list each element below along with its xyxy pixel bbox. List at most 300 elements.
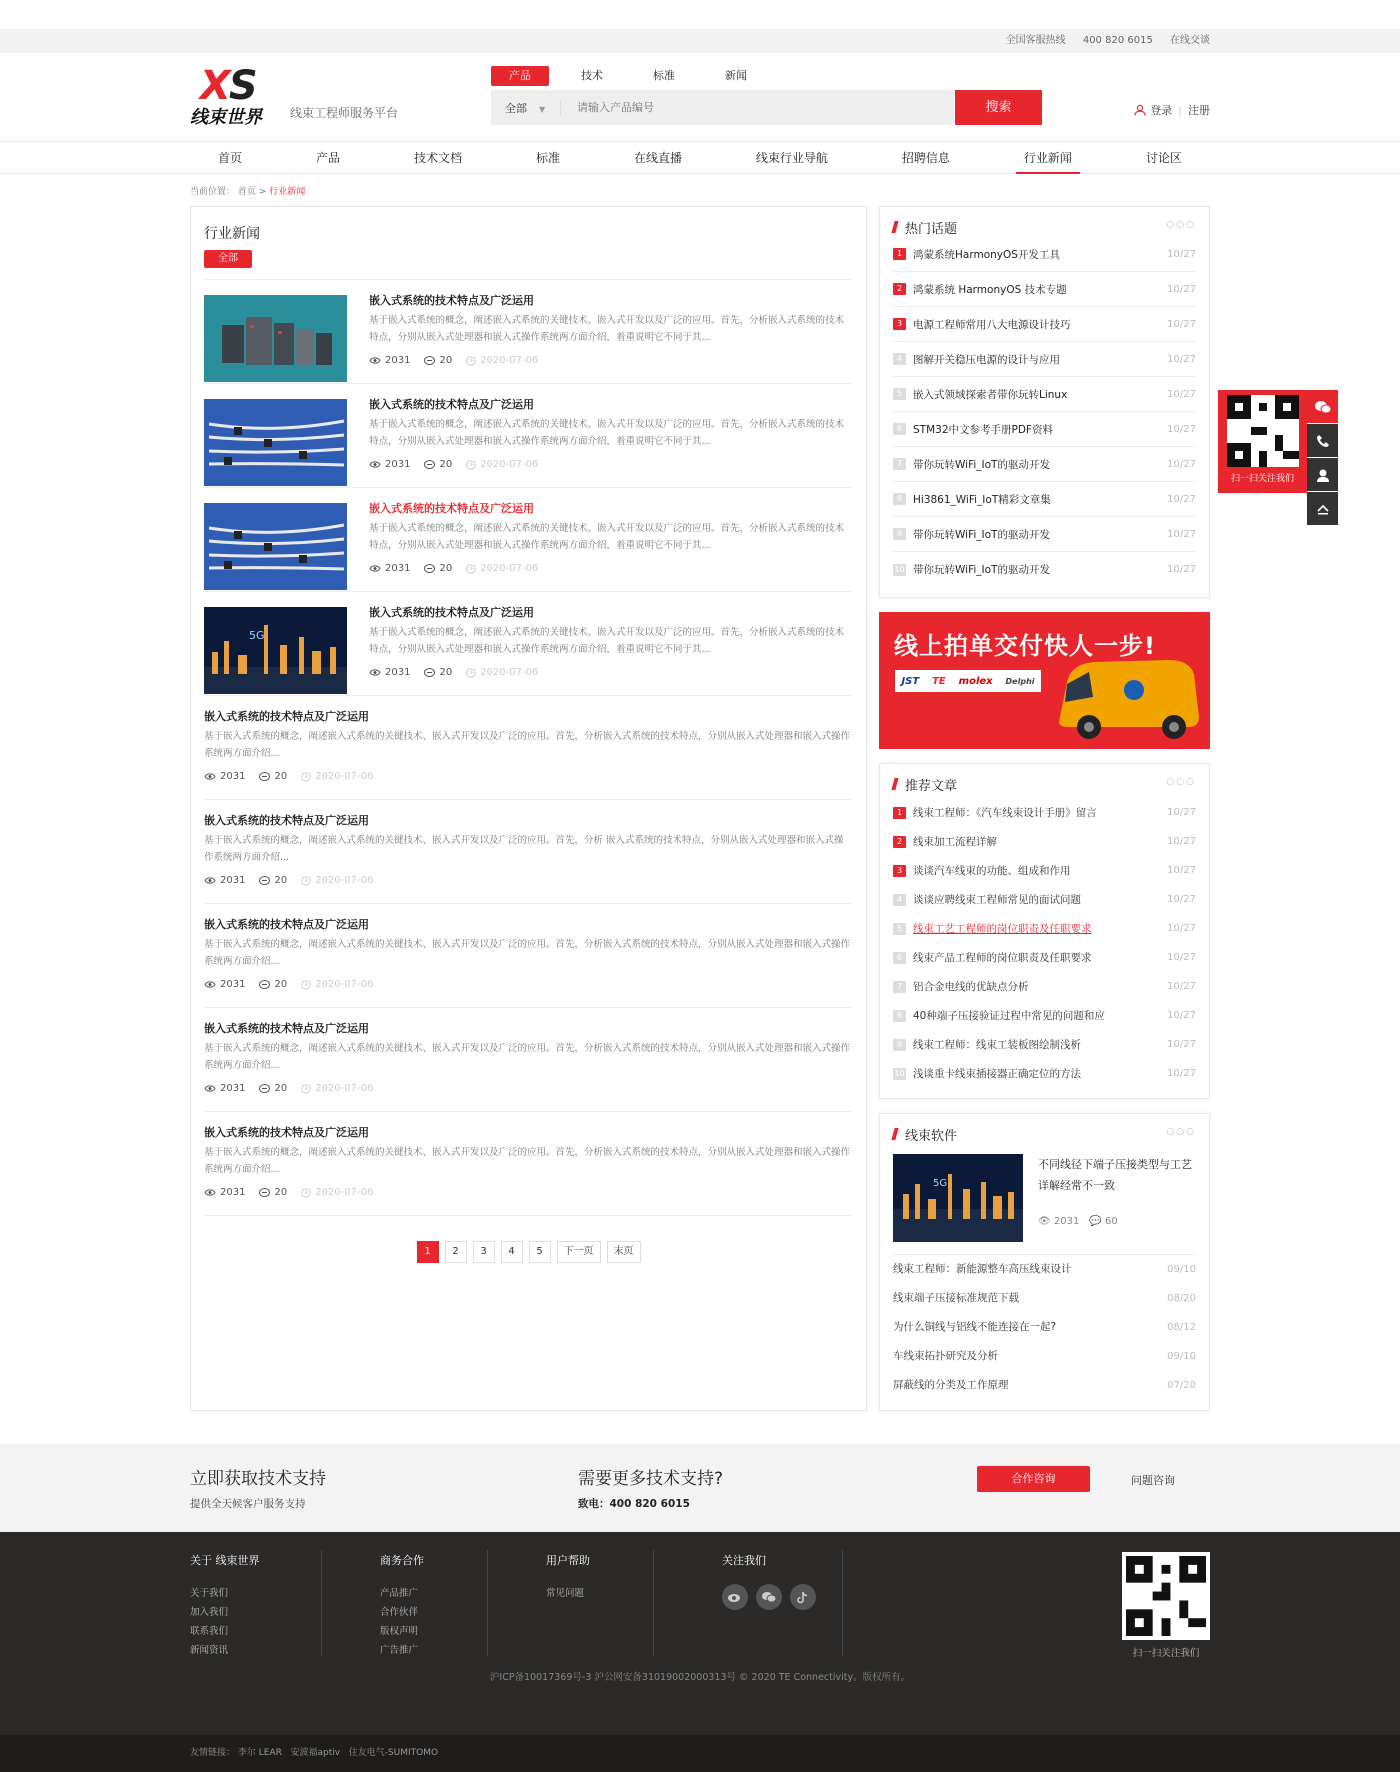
- news-thumbnail[interactable]: [204, 607, 347, 694]
- page-title: 行业新闻: [204, 226, 260, 242]
- search-scope-select[interactable]: [491, 100, 561, 116]
- comments-count: [259, 875, 287, 886]
- news-panel: [190, 206, 867, 1411]
- software-item-date: 07/20: [1167, 1380, 1196, 1391]
- brand-te: TE: [932, 675, 946, 687]
- news-text: [204, 1023, 853, 1111]
- breadcrumb-separator: >: [258, 187, 267, 197]
- support-band: [0, 1444, 1400, 1532]
- date-value: 2020-07-06: [480, 667, 539, 678]
- recommended-item[interactable]: [893, 856, 1196, 885]
- recommended-title[interactable]: 线束产品工程师的岗位职责及任职要求: [913, 952, 1092, 964]
- search-tabs: [491, 66, 779, 86]
- news-title[interactable]: 嵌入式系统的技术特点及广泛运用: [369, 502, 534, 515]
- rank-badge: 9: [893, 1039, 906, 1051]
- news-text: [204, 919, 853, 1007]
- news-text: [369, 399, 853, 487]
- date-value: 2020-07-06: [315, 979, 374, 990]
- divider: [487, 1550, 488, 1656]
- footer-link[interactable]: 关于我们: [190, 1588, 229, 1599]
- news-text: [204, 1127, 853, 1215]
- hot-topic-item[interactable]: [893, 412, 1196, 447]
- recommended-title[interactable]: 线束工艺工程师的岗位职责及任职要求: [913, 923, 1092, 935]
- wechat-icon[interactable]: [756, 1584, 782, 1610]
- wechat-icon[interactable]: [1307, 390, 1338, 423]
- rank-badge: 8: [893, 1010, 906, 1022]
- news-summary: 基于嵌入式系统的概念，阐述嵌入式系统的关键技术、嵌入式开发以及广泛的应用。首先，分析嵌入式系统的技术特点，分别从嵌入式处理器和嵌入式操作系统两方面介绍，着重说明它不同于其...: [369, 315, 845, 343]
- hot-topic-title[interactable]: 嵌入式领域探索者带你玩转Linux: [913, 388, 1068, 401]
- customer-service-icon[interactable]: [1307, 458, 1338, 491]
- search-input[interactable]: [561, 101, 954, 114]
- friend-link[interactable]: 住友电气-SUMITOMO: [348, 1748, 439, 1758]
- footer-link[interactable]: 常见问题: [546, 1588, 585, 1599]
- comments-count: [424, 459, 452, 470]
- search-tab-product[interactable]: 产品: [491, 66, 549, 86]
- footer-col-about: [190, 1552, 260, 1660]
- hot-topic-item[interactable]: [893, 237, 1196, 272]
- news-item[interactable]: [204, 280, 853, 384]
- software-item-title[interactable]: 为什么铜线与铝线不能连接在一起?: [893, 1321, 1057, 1333]
- views-count: [204, 875, 245, 886]
- featured-5g-label: 5G: [933, 1178, 948, 1189]
- hot-topic-title[interactable]: 带你玩转WiFi_IoT的驱动开发: [913, 564, 1050, 576]
- hot-topic-title[interactable]: 带你玩转WiFi_IoT的驱动开发: [913, 458, 1050, 471]
- news-summary: 基于嵌入式系统的概念，阐述嵌入式系统的关键技术、嵌入式开发以及广泛的应用。首先，分析嵌入式系统的技术特点，分别从嵌入式处理器和嵌入式操作系统两方面介绍...: [204, 731, 851, 759]
- recommended-title[interactable]: 40种端子压接验证过程中常见的问题和应: [913, 1010, 1105, 1022]
- software-list: [893, 1255, 1196, 1400]
- recommended-title[interactable]: 线束加工流程详解: [913, 836, 997, 848]
- logo-text: 线束世界: [190, 107, 262, 128]
- footer-col-business: [380, 1552, 424, 1660]
- news-title[interactable]: 嵌入式系统的技术特点及广泛运用: [204, 1126, 369, 1139]
- publish-date: [301, 771, 373, 782]
- copyright: 沪ICP备10017369号-3 沪公网安备31019002000313号 © 2020 TE Connectivity。版权所有。: [489, 1672, 911, 1683]
- nav-products[interactable]: 产品: [315, 151, 340, 165]
- news-thumbnail[interactable]: [204, 503, 347, 590]
- rank-badge: 6: [893, 423, 906, 435]
- search-tab-standard[interactable]: 标准: [653, 69, 675, 82]
- recommended-date: 10/27: [1167, 836, 1196, 847]
- views-value: 2031: [220, 771, 246, 782]
- comments-count: [259, 1187, 287, 1198]
- news-item[interactable]: [204, 384, 853, 488]
- qr-code-image: [1122, 1552, 1210, 1640]
- float-icons: [1307, 390, 1338, 526]
- hot-topic-item[interactable]: [893, 377, 1196, 412]
- software-item-title[interactable]: 屏蔽线的分类及工作原理: [893, 1379, 1009, 1391]
- page-button[interactable]: 下一页: [557, 1241, 601, 1263]
- news-text: [369, 503, 853, 591]
- recommended-item[interactable]: [893, 798, 1196, 827]
- rank-badge: 7: [893, 458, 906, 470]
- recommended-item[interactable]: [893, 827, 1196, 856]
- hot-topic-item[interactable]: [893, 307, 1196, 342]
- news-item[interactable]: [204, 800, 853, 904]
- hotline-number: 400 820 6015: [1082, 35, 1153, 46]
- news-title[interactable]: 嵌入式系统的技术特点及广泛运用: [369, 606, 534, 619]
- news-meta: [204, 1187, 853, 1198]
- software-item[interactable]: [893, 1342, 1196, 1371]
- news-item[interactable]: [204, 1112, 853, 1216]
- publish-date: [466, 459, 538, 470]
- title-bar-icon: [891, 778, 898, 790]
- hotline-label: 全国客服热线: [1005, 35, 1066, 46]
- footer-link[interactable]: 联系我们: [190, 1626, 229, 1637]
- hot-topic-date: 10/27: [1167, 318, 1196, 330]
- brand-jst: JST: [901, 675, 920, 687]
- nav-industry-news[interactable]: 行业新闻: [1016, 142, 1080, 174]
- news-text: [204, 711, 853, 799]
- featured-title[interactable]: 不同线径下端子压接类型与工艺详解经常不一致: [1038, 1158, 1192, 1192]
- recommended-item[interactable]: [893, 885, 1196, 914]
- rank-badge: 1: [893, 248, 906, 260]
- page-button[interactable]: 末页: [607, 1241, 641, 1263]
- news-summary: 基于嵌入式系统的概念，阐述嵌入式系统的关键技术、嵌入式开发以及广泛的应用。首先，分析嵌入式系统的技术特点，分别从嵌入式处理器和嵌入式操作系统两方面介绍...: [204, 1043, 851, 1071]
- footer-link[interactable]: 新闻资讯: [190, 1645, 229, 1656]
- views-count: [369, 459, 410, 470]
- divider: [653, 1550, 654, 1656]
- brand-strip: [895, 670, 1041, 692]
- recommended-box: [879, 763, 1210, 1099]
- user-icon: [1134, 104, 1146, 116]
- views-count: [369, 563, 410, 574]
- news-text: [369, 295, 853, 383]
- views-value: 2031: [220, 1187, 246, 1198]
- software-item[interactable]: [893, 1284, 1196, 1313]
- software-item-title[interactable]: 车线束拓扑研究及分析: [893, 1350, 998, 1362]
- rank-badge: 10: [894, 564, 905, 574]
- brand-delphi: Delphi: [1005, 676, 1035, 686]
- title-bar-icon: [891, 1128, 898, 1140]
- comments-value: 20: [274, 875, 288, 886]
- hot-topic-title[interactable]: 鸿蒙系统HarmonyOS开发工具: [913, 248, 1060, 261]
- question-link[interactable]: 问题咨询: [1131, 1474, 1175, 1487]
- more-dots-icon[interactable]: ○○○: [1166, 1127, 1196, 1137]
- views-value: 2031: [1053, 1216, 1080, 1227]
- software-item-date: 08/12: [1167, 1322, 1196, 1333]
- software-item-title[interactable]: 线束端子压接标准规范下载: [893, 1292, 1019, 1304]
- breadcrumb-home[interactable]: 首页: [237, 187, 256, 197]
- footer-link[interactable]: 产品推广: [380, 1588, 419, 1599]
- footer-link[interactable]: 合作伙伴: [380, 1607, 419, 1618]
- recommended-date: 10/27: [1167, 865, 1196, 876]
- hot-topic-date: 10/27: [1167, 493, 1196, 505]
- nav-tech-docs[interactable]: 技术文档: [413, 151, 462, 165]
- search-tab-tech[interactable]: 技术: [581, 69, 603, 82]
- footer-link[interactable]: 广告推广: [380, 1645, 419, 1656]
- footer-col-title: 用户帮助: [546, 1554, 590, 1567]
- software-item-date: 09/10: [1167, 1351, 1196, 1362]
- cooperation-button[interactable]: 合作咨询: [977, 1466, 1090, 1492]
- comments-count: [424, 355, 452, 366]
- rank-badge: 6: [893, 952, 906, 964]
- hot-topics-list: [893, 237, 1196, 587]
- news-title[interactable]: 嵌入式系统的技术特点及广泛运用: [204, 814, 369, 827]
- comments-value: 20: [439, 459, 453, 470]
- logo[interactable]: [190, 63, 286, 128]
- page-button[interactable]: 3: [473, 1241, 495, 1263]
- hot-topic-title[interactable]: 鸿蒙系统 HarmonyOS 技术专题: [913, 283, 1067, 296]
- recommended-date: 10/27: [1167, 1068, 1196, 1079]
- page-button[interactable]: 2: [445, 1241, 467, 1263]
- views-count: [369, 667, 410, 678]
- hot-topic-item[interactable]: [893, 447, 1196, 482]
- software-item-date: 08/20: [1167, 1293, 1196, 1304]
- hot-topic-date: 10/27: [1167, 564, 1196, 575]
- views-count: [204, 979, 245, 990]
- recommended-item[interactable]: [893, 1059, 1196, 1088]
- rank-badge: 4: [893, 353, 906, 365]
- views-value: 2031: [385, 563, 411, 574]
- support-heading: 立即获取技术支持: [190, 1469, 326, 1489]
- floating-contact-panel: [1218, 390, 1338, 524]
- views-count: [204, 1187, 245, 1198]
- hot-topic-item[interactable]: [893, 517, 1196, 552]
- weibo-icon[interactable]: [722, 1584, 748, 1610]
- footer-col-title: 关于 线束世界: [190, 1554, 260, 1567]
- nav-live[interactable]: 在线直播: [633, 151, 682, 165]
- rank-badge: 4: [893, 894, 906, 906]
- breadcrumb-label: 当前位置：: [190, 187, 236, 197]
- hot-topic-title[interactable]: 电源工程师常用八大电源设计技巧: [913, 318, 1071, 331]
- hot-topic-date: 10/27: [1167, 353, 1196, 365]
- news-meta: [369, 667, 853, 678]
- news-item[interactable]: [204, 488, 853, 592]
- views-value: 2031: [220, 1083, 246, 1094]
- hot-topic-title[interactable]: Hi3861_WiFi_IoT精彩文章集: [913, 493, 1051, 506]
- publish-date: [466, 563, 538, 574]
- search-box: [491, 90, 954, 125]
- recommended-date: 10/27: [1167, 952, 1196, 963]
- login-link[interactable]: 登录: [1150, 104, 1173, 117]
- software-item[interactable]: [893, 1371, 1196, 1400]
- rank-badge: 5: [893, 923, 906, 935]
- publish-date: [301, 1083, 373, 1094]
- news-item[interactable]: [204, 904, 853, 1008]
- hot-topic-title[interactable]: 图解开关稳压电源的设计与应用: [913, 353, 1060, 366]
- more-dots-icon[interactable]: ○○○: [1166, 220, 1196, 230]
- pagination: [204, 1241, 853, 1263]
- news-title[interactable]: 嵌入式系统的技术特点及广泛运用: [369, 294, 534, 307]
- online-chat-link[interactable]: 在线交谈: [1170, 35, 1210, 46]
- main-nav: [0, 141, 1400, 174]
- news-summary: 基于嵌入式系统的概念，阐述嵌入式系统的关键技术、嵌入式开发以及广泛的应用。首先，分析 嵌入式系统的技术特点，分别从嵌入式处理器和嵌入式操作系统两方面介绍...: [204, 835, 844, 863]
- hot-topic-title[interactable]: 带你玩转WiFi_IoT的驱动开发: [913, 528, 1050, 541]
- rank-badge: 10: [894, 1068, 905, 1078]
- sidebar: [879, 206, 1210, 1411]
- support-middle: [578, 1464, 723, 1511]
- page-button[interactable]: 5: [529, 1241, 551, 1263]
- recommended-header: [893, 774, 1196, 794]
- recommended-date: 10/27: [1167, 1039, 1196, 1050]
- rank-badge: 3: [893, 318, 906, 330]
- main-content: [190, 206, 1210, 1411]
- comments-count: [259, 771, 287, 782]
- qr-caption: 扫一扫关注我们: [1230, 474, 1294, 484]
- comments-count: [259, 979, 287, 990]
- thumb-5g-label: 5G: [249, 629, 265, 642]
- news-meta: [369, 355, 853, 366]
- rank-badge: 3: [893, 865, 906, 877]
- software-featured[interactable]: [893, 1154, 1196, 1255]
- recommended-list: [893, 798, 1196, 1088]
- comments-value: 20: [274, 1187, 288, 1198]
- news-summary: 基于嵌入式系统的概念，阐述嵌入式系统的关键技术、嵌入式开发以及广泛的应用。首先，分析嵌入式系统的技术特点，分别从嵌入式处理器和嵌入式操作系统两方面介绍，着重说明它不同于其...: [369, 419, 845, 447]
- page-button[interactable]: 1: [417, 1241, 439, 1263]
- news-item[interactable]: [204, 592, 853, 696]
- news-thumbnail[interactable]: [204, 295, 347, 382]
- footer-col-title: 关注我们: [722, 1554, 766, 1567]
- support-sub: 提供全天候客户服务支持: [190, 1498, 306, 1510]
- news-meta: [204, 979, 853, 990]
- comments-value: 20: [274, 771, 288, 782]
- recommended-item[interactable]: [893, 943, 1196, 972]
- recommended-item[interactable]: [893, 1030, 1196, 1059]
- top-bar: [0, 29, 1400, 53]
- comments-value: 20: [439, 563, 453, 574]
- recommended-item[interactable]: [893, 972, 1196, 1001]
- software-title: 线束软件: [905, 1128, 958, 1144]
- news-title[interactable]: 嵌入式系统的技术特点及广泛运用: [204, 1022, 369, 1035]
- nav-home[interactable]: 首页: [218, 151, 243, 165]
- recommended-date: 10/27: [1167, 1010, 1196, 1021]
- views-value: 2031: [385, 459, 411, 470]
- more-dots-icon[interactable]: ○○○: [1166, 777, 1196, 787]
- recommended-date: 10/27: [1167, 923, 1196, 934]
- recommended-title: 推荐文章: [905, 778, 958, 794]
- hot-topics-header: [893, 217, 1196, 237]
- hot-topics-box: [879, 206, 1210, 598]
- account-links: [1134, 102, 1210, 118]
- views-value: 2031: [385, 667, 411, 678]
- rank-badge: 5: [893, 388, 906, 400]
- search-tab-news[interactable]: 新闻: [725, 69, 747, 82]
- news-summary: 基于嵌入式系统的概念，阐述嵌入式系统的关键技术、嵌入式开发以及广泛的应用。首先，分析嵌入式系统的技术特点，分别从嵌入式处理器和嵌入式操作系统两方面介绍，着重说明它不同于其...: [369, 523, 845, 551]
- recommended-title[interactable]: 铝合金电线的优缺点分析: [913, 981, 1029, 993]
- page-button[interactable]: 4: [501, 1241, 523, 1263]
- rank-badge: 2: [893, 836, 906, 848]
- friend-link[interactable]: 李尔 LEAR: [237, 1748, 282, 1758]
- news-thumbnail[interactable]: [204, 399, 347, 486]
- hot-topic-item[interactable]: [893, 482, 1196, 517]
- rank-badge: 9: [893, 528, 906, 540]
- software-box: [879, 1113, 1210, 1411]
- hot-topic-item[interactable]: [893, 552, 1196, 587]
- featured-image: [893, 1154, 1023, 1242]
- comments-value: 20: [439, 667, 453, 678]
- hot-topic-title[interactable]: STM32中文参考手册PDF资料: [913, 423, 1053, 436]
- rank-badge: 8: [893, 493, 906, 505]
- software-header: [893, 1124, 1196, 1144]
- filter-all-button[interactable]: 全部: [204, 250, 252, 268]
- friend-link[interactable]: 安波福aptiv: [290, 1748, 341, 1758]
- phone-icon[interactable]: [1307, 424, 1338, 457]
- hot-topic-item[interactable]: [893, 272, 1196, 307]
- recommended-title[interactable]: 线束工程师：《汽车线束设计手册》留言: [913, 807, 1097, 819]
- footer-col-help: [546, 1552, 590, 1603]
- hot-topic-date: 10/27: [1167, 283, 1196, 295]
- qr-code-image: [1227, 395, 1299, 467]
- hot-topic-date: 10/27: [1167, 423, 1196, 435]
- nav-forum[interactable]: 讨论区: [1145, 151, 1182, 165]
- nav-jobs[interactable]: 招聘信息: [901, 151, 950, 165]
- recommended-title[interactable]: 谈谈汽车线束的功能、组成和作用: [913, 865, 1071, 877]
- views-count: 👁 2031: [1038, 1216, 1080, 1227]
- nav-standards[interactable]: 标准: [535, 151, 560, 165]
- comments-value: 20: [274, 1083, 288, 1094]
- news-item[interactable]: [204, 696, 853, 800]
- news-meta: [369, 563, 853, 574]
- comments-value: 20: [274, 979, 288, 990]
- divider: [321, 1550, 322, 1656]
- publish-date: [301, 1187, 373, 1198]
- qr-caption: 扫一扫关注我们: [1132, 1648, 1200, 1659]
- friend-links: [0, 1735, 1400, 1772]
- date-value: 2020-07-06: [480, 355, 539, 366]
- comments-count: [424, 667, 452, 678]
- logo-mark: XS: [200, 63, 256, 109]
- news-title[interactable]: 嵌入式系统的技术特点及广泛运用: [369, 398, 534, 411]
- register-link[interactable]: 注册: [1188, 104, 1210, 117]
- support-left: [190, 1464, 326, 1511]
- recommended-title[interactable]: 浅谈重卡线束插接器正确定位的方法: [913, 1068, 1081, 1080]
- software-item-date: 09/10: [1167, 1264, 1196, 1275]
- views-count: [369, 355, 410, 366]
- news-title[interactable]: 嵌入式系统的技术特点及广泛运用: [204, 918, 369, 931]
- float-qr: [1218, 390, 1307, 493]
- back-to-top-icon[interactable]: [1307, 492, 1338, 525]
- hot-topic-item[interactable]: [893, 342, 1196, 377]
- comments-value: 60: [1104, 1216, 1118, 1227]
- footer-link[interactable]: 版权声明: [380, 1626, 419, 1637]
- douyin-icon[interactable]: [790, 1584, 816, 1610]
- date-value: 2020-07-06: [315, 771, 374, 782]
- footer-link[interactable]: 加入我们: [190, 1607, 229, 1618]
- recommended-item[interactable]: [893, 1001, 1196, 1030]
- recommended-title[interactable]: 谈谈应聘线束工程师常见的面试问题: [913, 894, 1081, 906]
- social-icons: [722, 1584, 816, 1610]
- date-value: 2020-07-06: [480, 459, 539, 470]
- search-button[interactable]: 搜索: [955, 90, 1042, 125]
- software-item-title[interactable]: 线束工程师：新能源整车高压线束设计: [893, 1263, 1072, 1275]
- date-value: 2020-07-06: [315, 1187, 374, 1198]
- footer-qr: [1122, 1552, 1210, 1659]
- recommended-date: 10/27: [1167, 807, 1196, 818]
- comments-count: 💬 60: [1089, 1216, 1118, 1227]
- news-title[interactable]: 嵌入式系统的技术特点及广泛运用: [204, 710, 369, 723]
- software-item[interactable]: [893, 1255, 1196, 1284]
- comments-count: [424, 563, 452, 574]
- recommended-title[interactable]: 线束工程师：线束工装板图绘制浅析: [913, 1039, 1081, 1051]
- promo-banner[interactable]: [879, 612, 1210, 749]
- date-value: 2020-07-06: [315, 875, 374, 886]
- software-item[interactable]: [893, 1313, 1196, 1342]
- nav-industry-guide[interactable]: 线束行业导航: [755, 151, 828, 165]
- publish-date: [466, 355, 538, 366]
- recommended-item[interactable]: [893, 914, 1196, 943]
- footer-col-title: 商务合作: [380, 1554, 424, 1567]
- hot-topic-date: 10/27: [1167, 458, 1196, 470]
- comments-count: [259, 1083, 287, 1094]
- header: [190, 53, 1210, 141]
- support-heading-2: 需要更多技术支持?: [578, 1469, 724, 1489]
- news-item[interactable]: [204, 1008, 853, 1112]
- title-bar-icon: [891, 221, 898, 233]
- views-value: 2031: [385, 355, 411, 366]
- publish-date: [301, 979, 373, 990]
- breadcrumb-current[interactable]: 行业新闻: [269, 187, 306, 197]
- support-phone: 致电：400 820 6015: [578, 1498, 690, 1510]
